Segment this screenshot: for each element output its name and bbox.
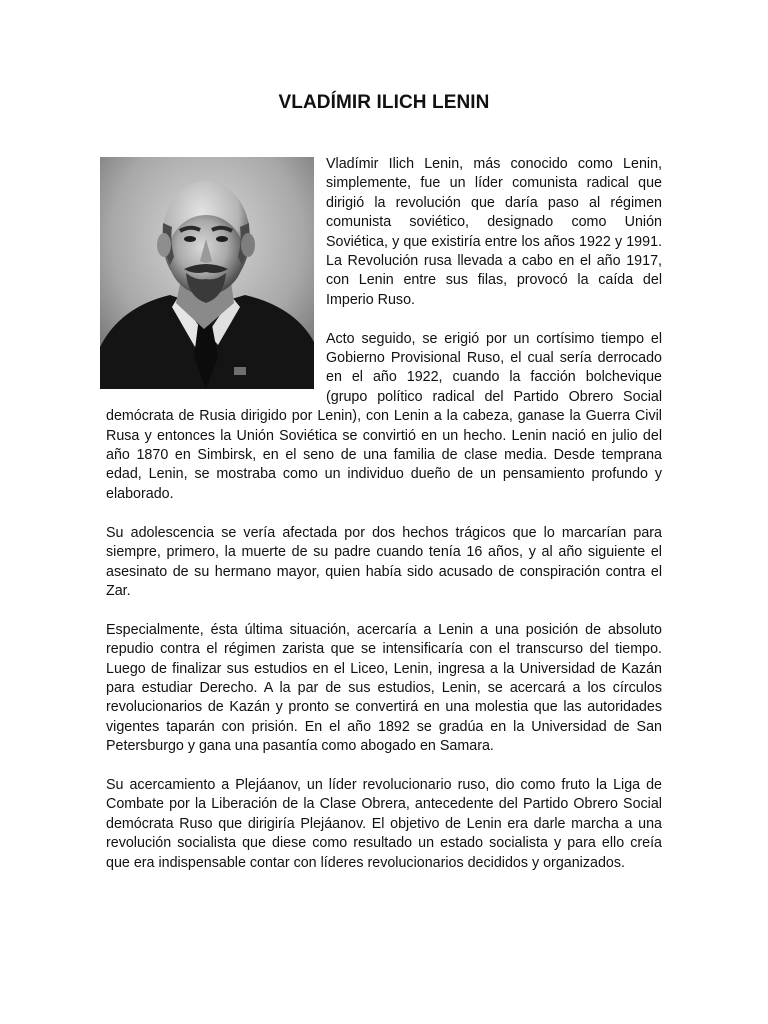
paragraph-5: Su acercamiento a Plejáanov, un líder revolucionario ruso, dio como fruto la Liga de Combate por la Liberación de la Clase Obrera, antecedente del Partido Obrero Social demócrata Ruso que dirigiría Plejáanov. El objetivo de Lenin era darle marcha a una revolución socialista que diese como resultado un estado socialista y para ello creía que era indispensable contar con líderes revolucionarios decididos y organizados. (106, 776, 662, 871)
document-body (106, 155, 662, 892)
paragraph-4: Especialmente, ésta última situación, acercaría a Lenin a una posición de absoluto repudio contra el régimen zarista que se intensificaría con el transcurso del tiempo. Luego de finalizar sus estudios en el Liceo, Lenin, ingresa a la Universidad de Kazán para estudiar Derecho. A la par de sus estudios, Lenin, se acercará a los círculos revolucionarios de Kazán y pronto se convertirá en una molestia que las autoridades vigentes taparán con prisión. En el año 1892 se gradúa en la Universidad de San Petersburgo y gana una pasantía como abogado en Samara. (106, 621, 662, 755)
paragraph-2: Acto seguido, se erigió por un cortísimo tiempo el Gobierno Provisional Ruso, el cual sería derrocado en el año 1922, cuando la facción bolchevique (grupo político radical del Partido Obrero Social demócrata de Rusia dirigido por Lenin), con Lenin a la cabeza, ganase la Guerra Civil Rusa y entonces la Unión Soviética se convirtió en un hecho. Lenin nació en julio del año 1870 en Simbirsk, en el seno de una familia de clase media. Desde temprana edad, Lenin, se mostraba como un individuo dueño de un pensamiento profundo y elaborado. (106, 330, 662, 502)
page-title: VLADÍMIR ILICH LENIN (278, 92, 490, 113)
portrait-image (100, 157, 314, 389)
paragraph-1: Vladímir Ilich Lenin, más conocido como Lenin, simplemente, fue un líder comunista radical que dirigió la revolución que daría paso al régimen comunista soviético, designado como Unión Soviética, y que existiría entre los años 1922 y 1991. La Revolución rusa llevada a cabo en el año 1917, con Lenin entre sus filas, provocó la caída del Imperio Ruso. (326, 156, 662, 308)
paragraph-3: Su adolescencia se vería afectada por dos hechos trágicos que lo marcarían para siempre, primero, la muerte de su padre cuando tenía 16 años, y al año siguiente el asesinato de su hermano mayor, quien había sido acusado de conspiración contra el Zar. (106, 524, 662, 599)
portrait-photo (100, 157, 314, 389)
